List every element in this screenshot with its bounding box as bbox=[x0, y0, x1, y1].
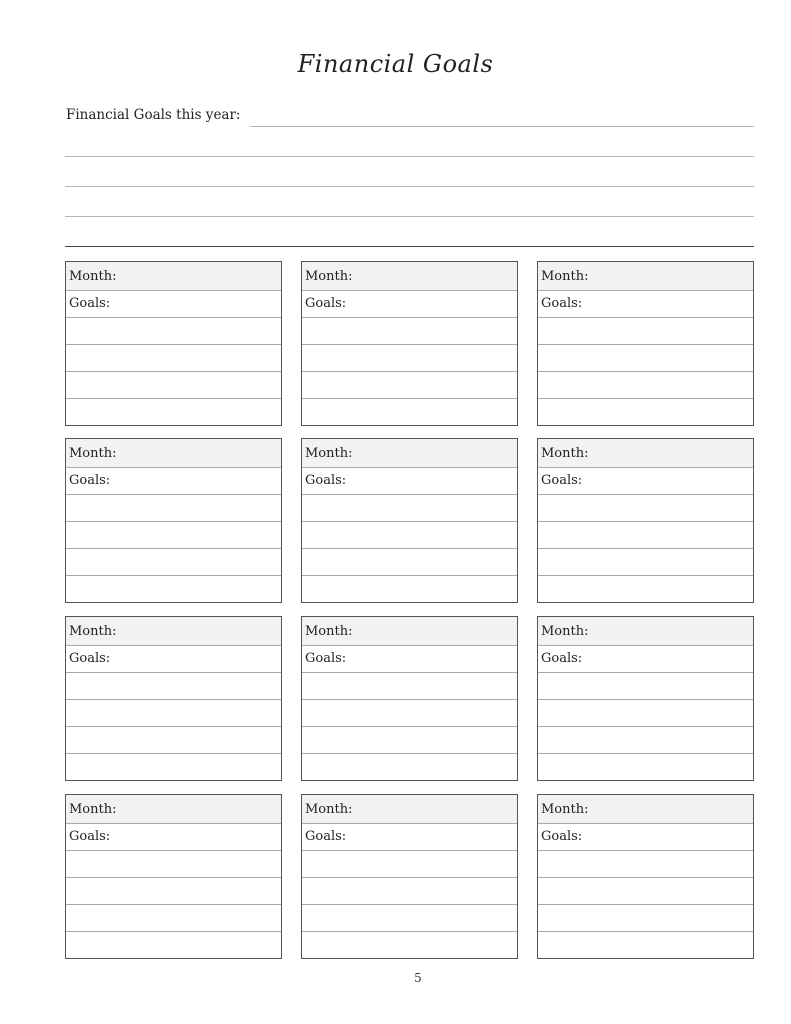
goal-line[interactable] bbox=[538, 548, 753, 575]
year-goal-line-1[interactable] bbox=[250, 126, 754, 127]
goals-field[interactable]: Goals: bbox=[66, 467, 281, 494]
goal-line[interactable] bbox=[302, 548, 517, 575]
goal-line[interactable] bbox=[302, 850, 517, 877]
goal-line[interactable] bbox=[538, 494, 753, 521]
month-goal-box-8 bbox=[301, 616, 518, 781]
month-goal-box-10 bbox=[65, 794, 282, 959]
goals-field[interactable]: Goals: bbox=[538, 823, 753, 850]
month-field[interactable]: Month: bbox=[302, 262, 517, 290]
goal-line[interactable] bbox=[66, 521, 281, 548]
goal-line[interactable] bbox=[66, 753, 281, 780]
goal-line[interactable] bbox=[538, 344, 753, 371]
month-field[interactable]: Month: bbox=[66, 795, 281, 823]
goals-field[interactable]: Goals: bbox=[66, 290, 281, 317]
month-field[interactable]: Month: bbox=[66, 262, 281, 290]
month-goal-box-2 bbox=[301, 261, 518, 426]
goal-line[interactable] bbox=[66, 877, 281, 904]
month-goal-box-7 bbox=[65, 616, 282, 781]
goal-line[interactable] bbox=[302, 931, 517, 958]
goals-field[interactable]: Goals: bbox=[538, 290, 753, 317]
goal-line[interactable] bbox=[302, 753, 517, 780]
year-goals-label: Financial Goals this year: bbox=[66, 107, 241, 123]
month-goal-box-3 bbox=[537, 261, 754, 426]
goal-line[interactable] bbox=[66, 904, 281, 931]
goal-line[interactable] bbox=[538, 726, 753, 753]
goals-field[interactable]: Goals: bbox=[302, 467, 517, 494]
goal-line[interactable] bbox=[302, 494, 517, 521]
month-field[interactable]: Month: bbox=[66, 439, 281, 467]
month-goal-box-5 bbox=[301, 438, 518, 603]
goal-line[interactable] bbox=[538, 398, 753, 425]
goal-line[interactable] bbox=[302, 398, 517, 425]
month-field[interactable]: Month: bbox=[66, 617, 281, 645]
month-goal-box-11 bbox=[301, 794, 518, 959]
goal-line[interactable] bbox=[538, 317, 753, 344]
goals-field[interactable]: Goals: bbox=[302, 645, 517, 672]
goal-line[interactable] bbox=[66, 575, 281, 602]
goal-line[interactable] bbox=[538, 877, 753, 904]
month-goal-box-12 bbox=[537, 794, 754, 959]
goal-line[interactable] bbox=[66, 931, 281, 958]
goal-line[interactable] bbox=[302, 344, 517, 371]
goal-line[interactable] bbox=[302, 726, 517, 753]
goal-line[interactable] bbox=[66, 317, 281, 344]
goals-field[interactable]: Goals: bbox=[66, 645, 281, 672]
goals-field[interactable]: Goals: bbox=[302, 823, 517, 850]
goals-field[interactable]: Goals: bbox=[66, 823, 281, 850]
goal-line[interactable] bbox=[302, 575, 517, 602]
goal-line[interactable] bbox=[302, 521, 517, 548]
goal-line[interactable] bbox=[538, 521, 753, 548]
goal-line[interactable] bbox=[302, 877, 517, 904]
goal-line[interactable] bbox=[538, 850, 753, 877]
goal-line[interactable] bbox=[538, 753, 753, 780]
goal-line[interactable] bbox=[66, 850, 281, 877]
goal-line[interactable] bbox=[66, 344, 281, 371]
goal-line[interactable] bbox=[538, 672, 753, 699]
year-goal-line-2[interactable] bbox=[65, 156, 754, 157]
page-title: Financial Goals bbox=[297, 50, 494, 78]
goal-line[interactable] bbox=[302, 371, 517, 398]
goal-line[interactable] bbox=[66, 494, 281, 521]
goal-line[interactable] bbox=[538, 575, 753, 602]
year-goal-line-3[interactable] bbox=[65, 186, 754, 187]
month-field[interactable]: Month: bbox=[538, 262, 753, 290]
month-field[interactable]: Month: bbox=[302, 795, 517, 823]
page-number: 5 bbox=[414, 971, 422, 985]
month-goal-box-6 bbox=[537, 438, 754, 603]
month-goal-box-4 bbox=[65, 438, 282, 603]
goals-field[interactable]: Goals: bbox=[302, 290, 517, 317]
goal-line[interactable] bbox=[66, 699, 281, 726]
goal-line[interactable] bbox=[538, 699, 753, 726]
month-goal-box-1 bbox=[65, 261, 282, 426]
goal-line[interactable] bbox=[66, 371, 281, 398]
goal-line[interactable] bbox=[302, 672, 517, 699]
month-field[interactable]: Month: bbox=[302, 439, 517, 467]
goal-line[interactable] bbox=[538, 931, 753, 958]
goal-line[interactable] bbox=[66, 672, 281, 699]
goal-line[interactable] bbox=[302, 699, 517, 726]
year-goal-line-4[interactable] bbox=[65, 216, 754, 217]
goal-line[interactable] bbox=[66, 548, 281, 575]
goal-line[interactable] bbox=[538, 371, 753, 398]
goal-line[interactable] bbox=[302, 904, 517, 931]
goal-line[interactable] bbox=[538, 904, 753, 931]
month-field[interactable]: Month: bbox=[538, 617, 753, 645]
goal-line[interactable] bbox=[66, 726, 281, 753]
goal-line[interactable] bbox=[302, 317, 517, 344]
goals-field[interactable]: Goals: bbox=[538, 645, 753, 672]
month-field[interactable]: Month: bbox=[538, 795, 753, 823]
month-field[interactable]: Month: bbox=[302, 617, 517, 645]
goal-line[interactable] bbox=[66, 398, 281, 425]
goals-field[interactable]: Goals: bbox=[538, 467, 753, 494]
month-field[interactable]: Month: bbox=[538, 439, 753, 467]
year-goal-line-5[interactable] bbox=[65, 246, 754, 247]
month-goal-box-9 bbox=[537, 616, 754, 781]
